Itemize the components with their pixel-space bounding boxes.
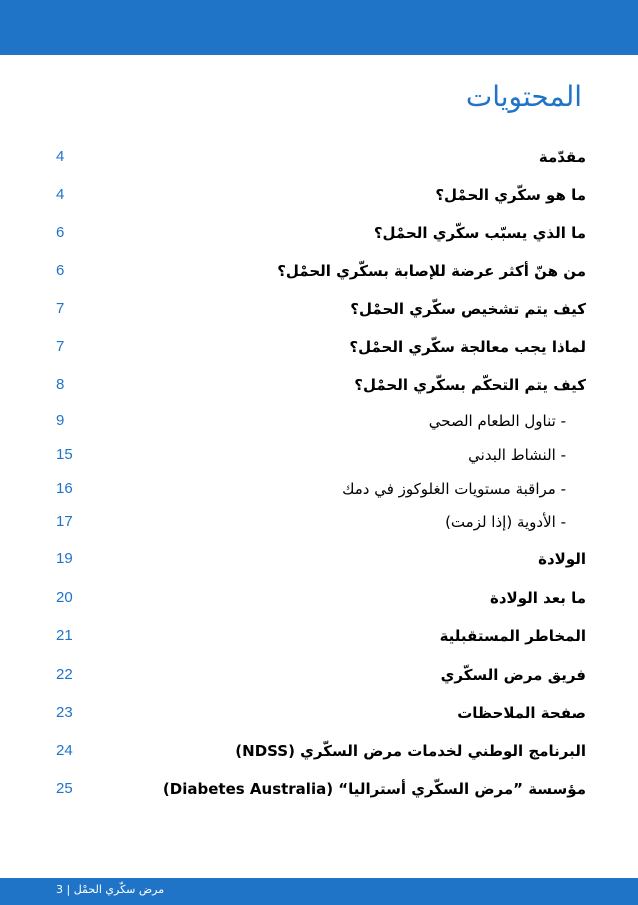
toc-row[interactable] [52,296,586,330]
toc-entry-label: كيف يتم تشخيص سكّري الحمْل؟ [350,300,586,318]
toc-entry-label: ما الذي يسبّب سكّري الحمْل؟ [373,224,586,242]
toc-entry-label: من هنّ أكثر عرضة للإصابة بسكّري الحمْل؟ [277,262,586,280]
toc-entry-label: مقدّمة [538,148,586,166]
toc-entry-label: البرنامج الوطني لخدمات مرض السكّري (NDSS) [235,742,586,760]
toc-page-number: 4 [56,148,65,165]
toc-page-number: 8 [56,376,65,393]
toc-row[interactable] [52,546,586,580]
toc-row[interactable] [52,662,586,696]
toc-page-number: 7 [56,300,65,317]
toc-subentry-label: - مراقبة مستويات الغلوكوز في دمك [342,480,566,498]
toc-subentry-label: - الأدوية (إذا لزمت) [445,513,566,531]
toc-row[interactable] [52,220,586,254]
toc-entry-label: ما هو سكّري الحمْل؟ [435,186,586,204]
toc-row[interactable] [52,372,586,406]
toc-row[interactable] [52,476,586,510]
toc-subentry-label: - النشاط البدني [468,446,566,464]
toc-page-number: 15 [56,446,73,463]
toc-page-number: 4 [56,186,65,203]
toc-page-number: 24 [56,742,73,759]
toc-page-number: 6 [56,262,65,279]
toc-subentry-label: - تناول الطعام الصحي [428,412,566,430]
toc-page-number: 21 [56,627,73,644]
toc-row[interactable] [52,509,586,543]
toc-entry-label: لماذا يجب معالجة سكّري الحمْل؟ [349,338,586,356]
toc-row[interactable] [52,700,586,734]
toc-row[interactable] [52,408,586,442]
toc-row[interactable] [52,738,586,772]
toc-entry-label: فريق مرض السكّري [440,666,586,684]
toc-row[interactable] [52,776,586,810]
footer-page-label: مرض سكّري الحمْل | 3 [56,883,165,896]
toc-page-number: 25 [56,780,73,797]
toc-entry-label: كيف يتم التحكّم بسكّري الحمْل؟ [354,376,586,394]
toc-page-number: 17 [56,513,73,530]
toc-page-number: 20 [56,589,73,606]
toc-page-number: 22 [56,666,73,683]
toc-row[interactable] [52,258,586,292]
toc-page-number: 23 [56,704,73,721]
toc-page-number: 6 [56,224,65,241]
toc-row[interactable] [52,442,586,476]
toc-entry-label: صفحة الملاحظات [457,704,586,722]
toc-entry-label: مؤسسة ”مرض السكّري أستراليا“ (Diabetes Australia) [162,780,586,798]
toc-row[interactable] [52,182,586,216]
toc-page-number: 7 [56,338,65,355]
toc-row[interactable] [52,623,586,657]
toc-entry-label: ما بعد الولادة [489,589,586,607]
toc-row[interactable] [52,144,586,178]
toc-entry-label: المخاطر المستقبلية [439,627,586,645]
toc-page-number: 9 [56,412,65,429]
toc-page-number: 19 [56,550,73,567]
toc-row[interactable] [52,585,586,619]
toc-entry-label: الولادة [538,550,586,568]
toc-page-number: 16 [56,480,73,497]
page-title: المحتويات [465,80,582,113]
toc-row[interactable] [52,334,586,368]
